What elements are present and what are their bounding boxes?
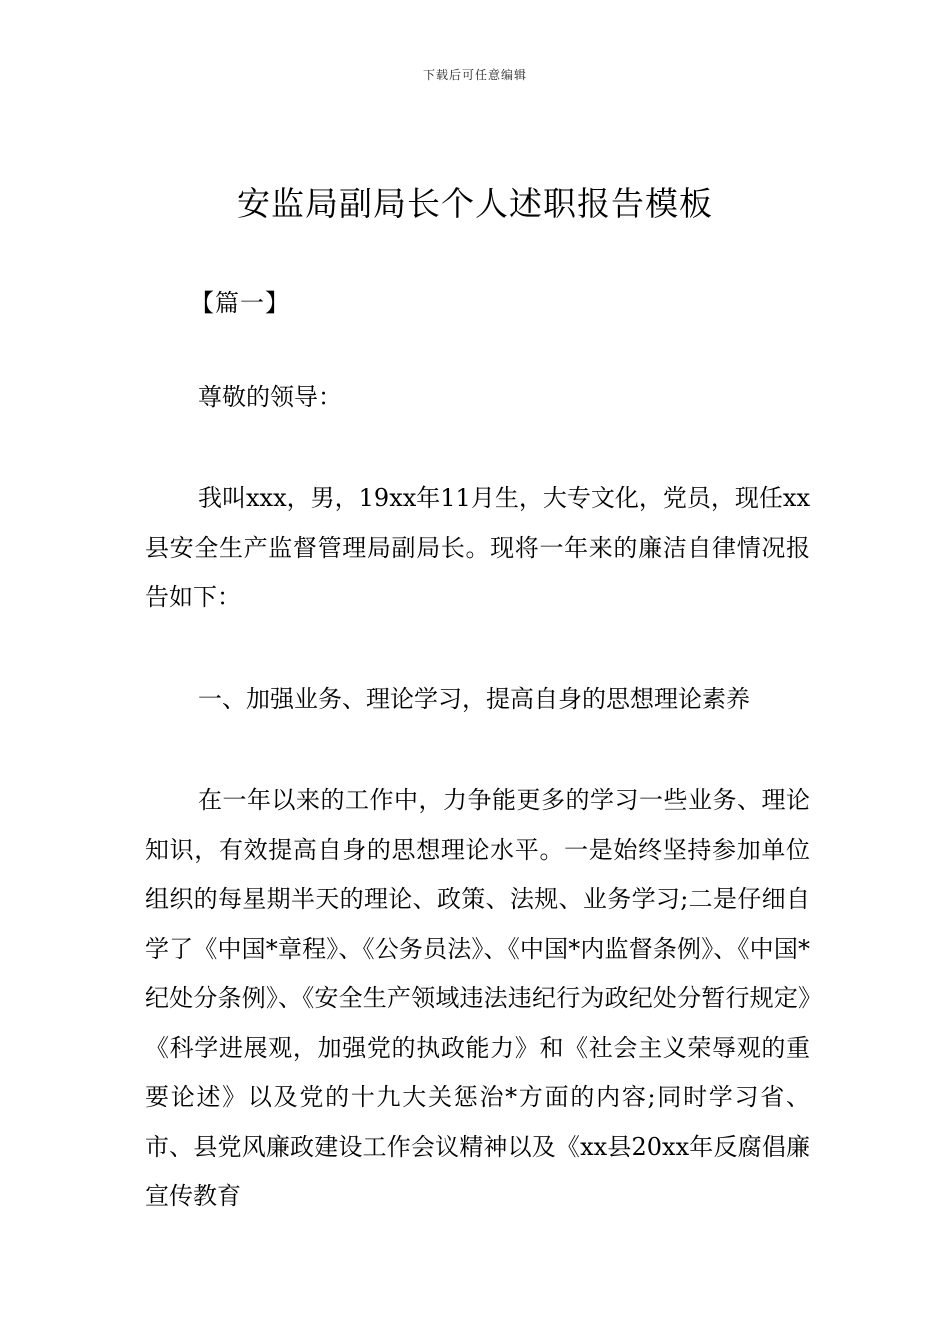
intro-paragraph: 我叫xxx，男，19xx年11月生，大专文化，党员，现任xx县安全生产监督管理局副局长。现将一年来的廉洁自律情况报告如下： <box>145 484 810 611</box>
salutation: 尊敬的领导： <box>198 383 342 411</box>
document-title: 安监局副局长个人述职报告模板 <box>237 184 713 223</box>
body-paragraph-1: 在一年以来的工作中，力争能更多的学习一些业务、理论知识，有效提高自身的思想理论水平。一是始终坚持参加单位组织的每星期半天的理论、政策、法规、业务学习;二是仔细自学了《中国*章程》、《公务员法》、《中国*内监督条例》、《中国*纪处分条例》、《安全生产领域违法违纪行为政纪处分暂行规定》《科学进展观，加强党的执政能力》和《社会主义荣辱观的重要论述》以及党的十九大关惩治*方面的内容;同时学习省、市、县党风廉政建设工作会议精神以及《xx县20xx年反腐倡廉宣传教育 <box>145 786 810 1210</box>
header-note: 下载后可任意编辑 <box>422 68 527 82</box>
section-tag: 【篇一】 <box>190 289 290 317</box>
section-heading-1: 一、加强业务、理论学习，提高自身的思想理论素养 <box>198 685 750 713</box>
